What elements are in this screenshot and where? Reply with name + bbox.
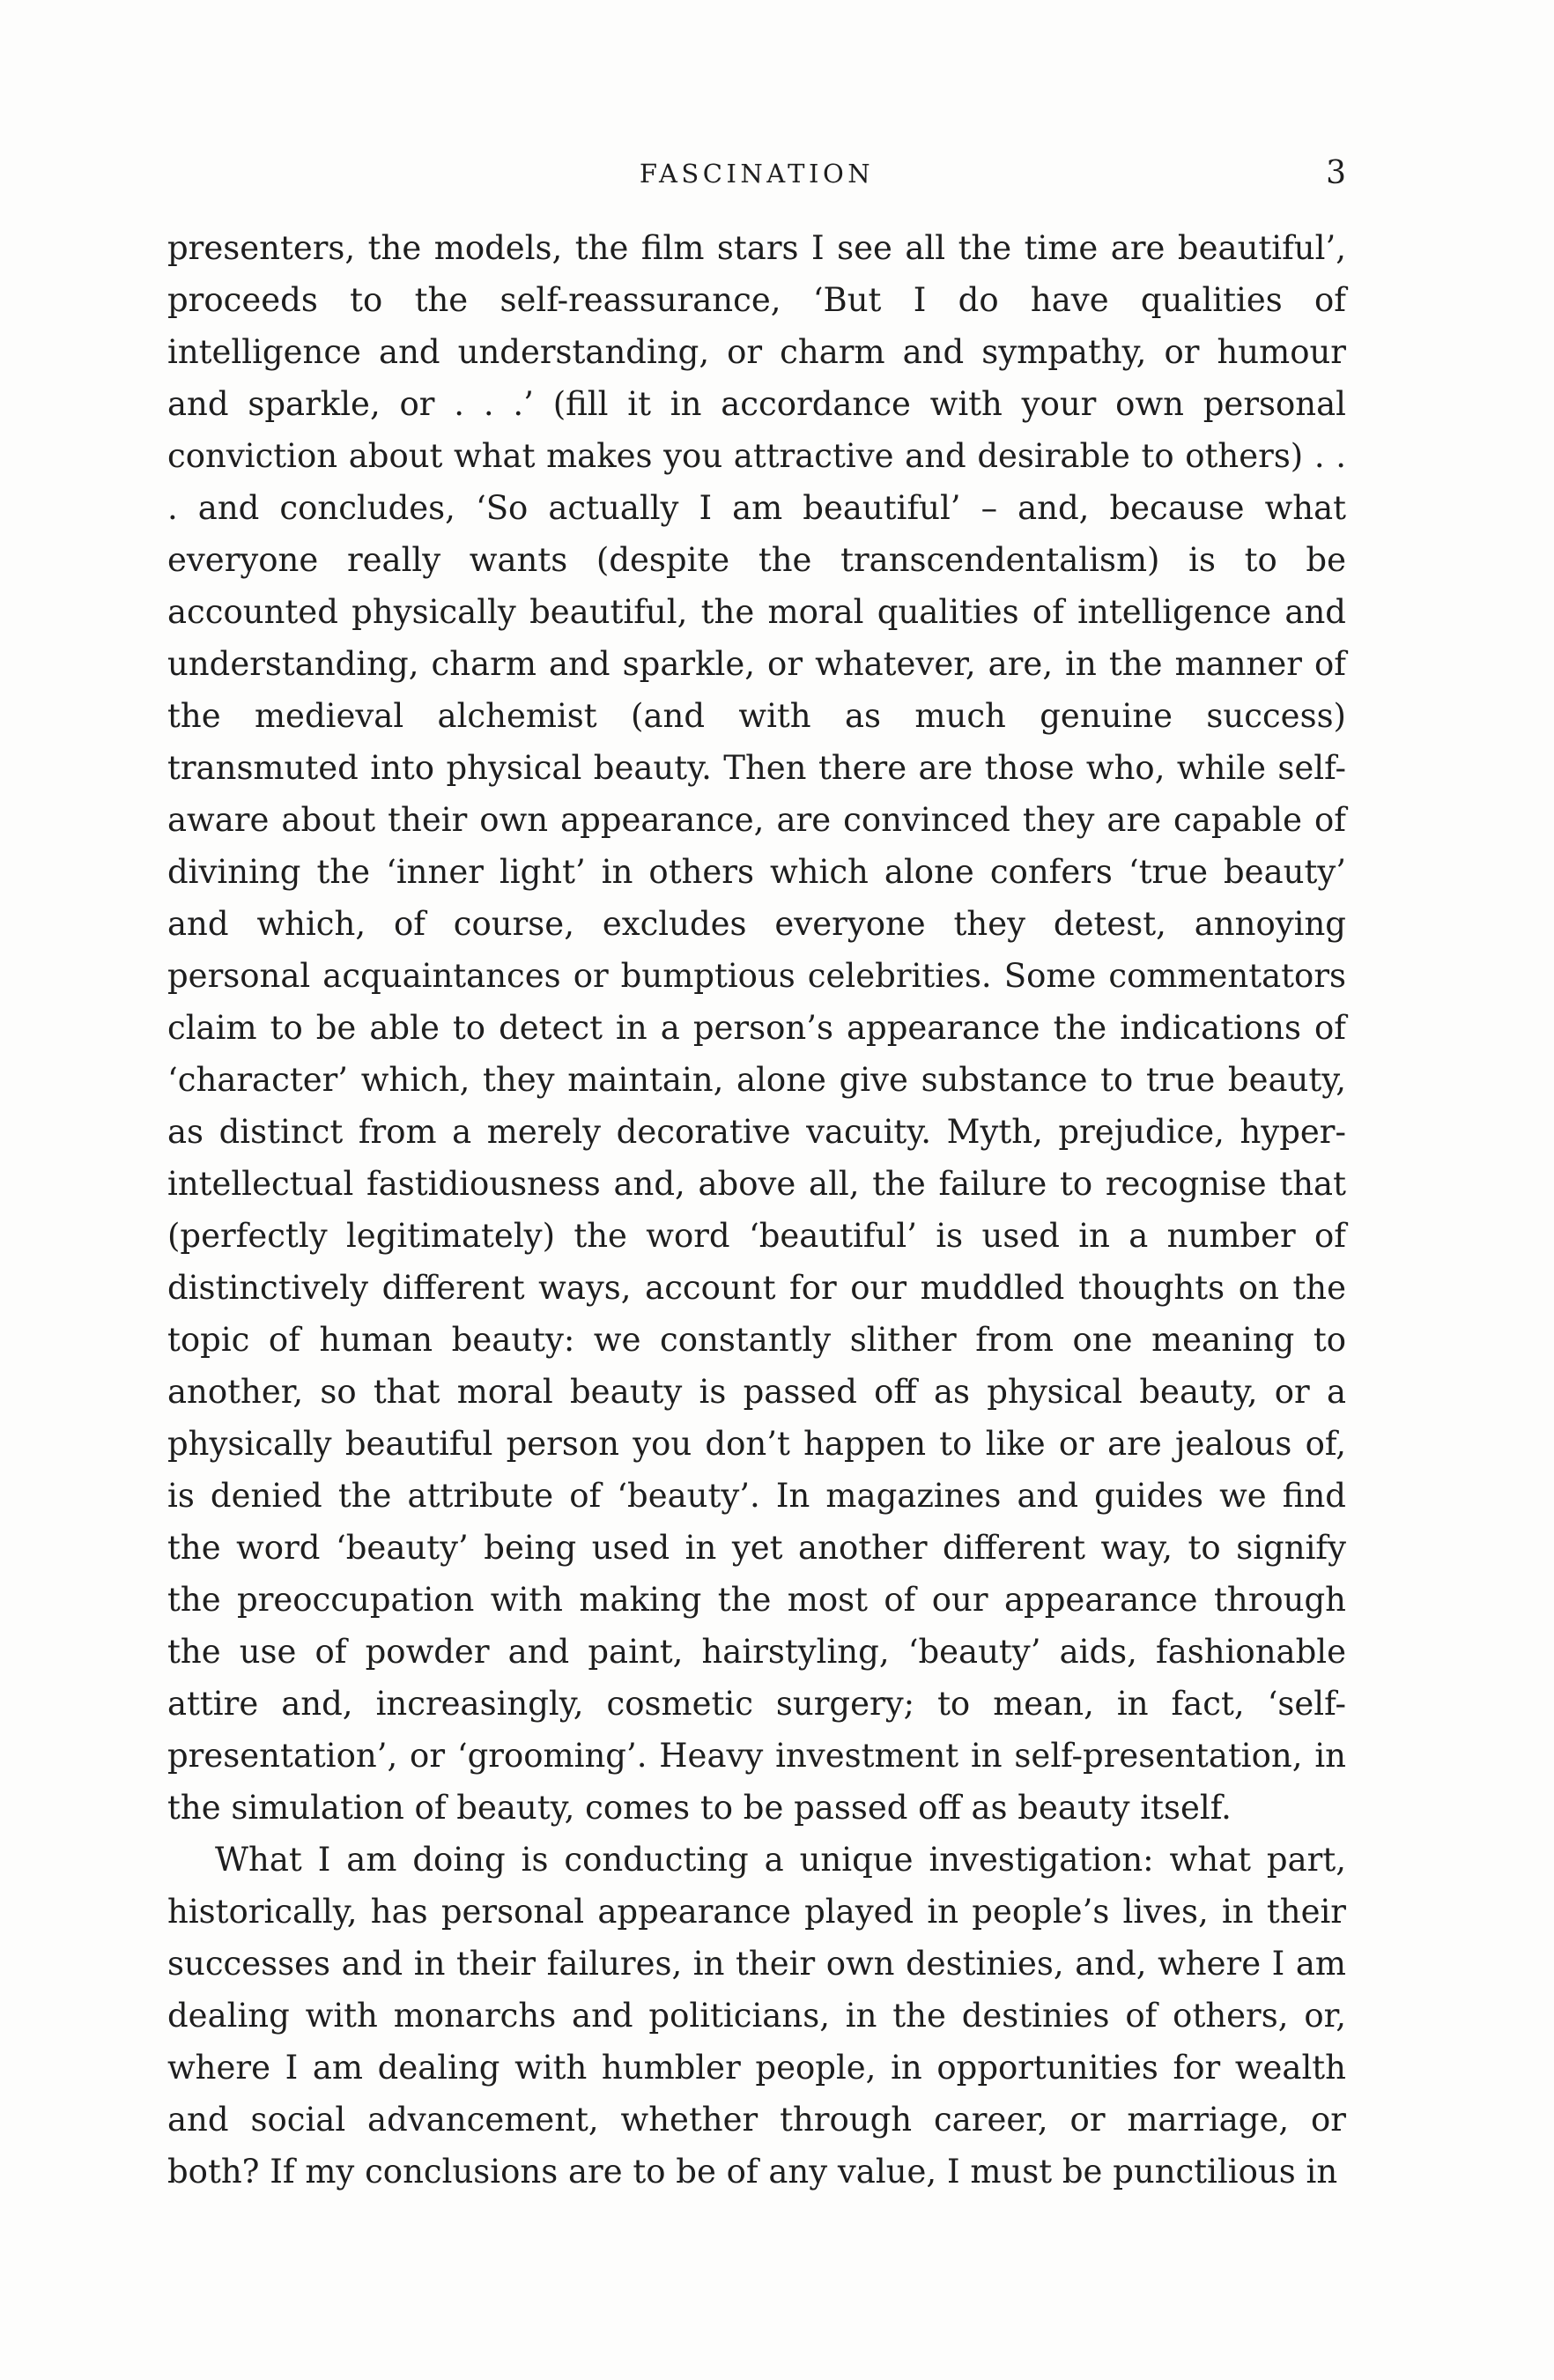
paragraph-continued: presenters, the models, the film stars I see all the time are beautiful’, proceeds to the self-reassurance, ‘But I do have qualities of intelligence and understanding, or charm and sympathy, or humour and sparkle, or . . .’ (fill it in accordance with your own personal conviction about what makes you attractive and desirable to others) . . . and concludes, ‘So actually I am beautiful’ – and, because what everyone really wants (despite the transcendentalism) is to be accounted physically beautiful, the moral qualities of intelligence and understanding, charm and sparkle, or whatever, are, in the manner of the medieval alchemist (and with as much genuine success) transmuted into physical beauty. Then there are those who, while self-aware about their own appearance, are convinced they are capable of divining the ‘inner light’ in others which alone confers ‘true beauty’ and which, of course, excludes everyone they detest, annoying personal acquaintances or bumptious celebrities. Some commentators claim to be able to detect in a person’s appearance the indications of ‘character’ which, they maintain, alone give substance to true beauty, as distinct from a merely decorative vacuity. Myth, prejudice, hyper-intellectual fastidiousness and, above all, the failure to recognise that (perfectly legitimately) the word ‘beautiful’ is used in a number of distinctively different ways, account for our muddled thoughts on the topic of human beauty: we constantly slither from one meaning to another, so that moral beauty is passed off as physical beauty, or a physically beautiful person you don’t happen to like or are jealous of, is denied the attribute of ‘beauty’. In magazines and guides we find the word ‘beauty’ being used in yet another different way, to signify the preoccupation with making the most of our appearance through the use of powder and paint, hairstyling, ‘beauty’ aids, fashionable attire and, increasingly, cosmetic surgery; to mean, in fact, ‘self-presentation’, or ‘grooming’. Heavy investment in self-presentation, in the simulation of beauty, comes to be passed off as beauty itself. xyxy=(167,229,1346,1827)
page-number: 3 xyxy=(1326,155,1346,191)
running-head xyxy=(167,152,1346,196)
paragraph-investigation: What I am doing is conducting a unique investigation: what part, historically, has personal appearance played in people’s lives, in their successes and in their failures, in their own destinies, and, where I am dealing with monarchs and politicians, in the destinies of others, or, where I am dealing with humbler people, in opportunities for wealth and social advancement, whether through career, or marriage, or both? If my conclusions are to be of any value, I must be punctilious in xyxy=(167,1841,1346,2191)
body-text xyxy=(167,222,1346,2198)
running-title: FASCINATION xyxy=(639,159,875,189)
